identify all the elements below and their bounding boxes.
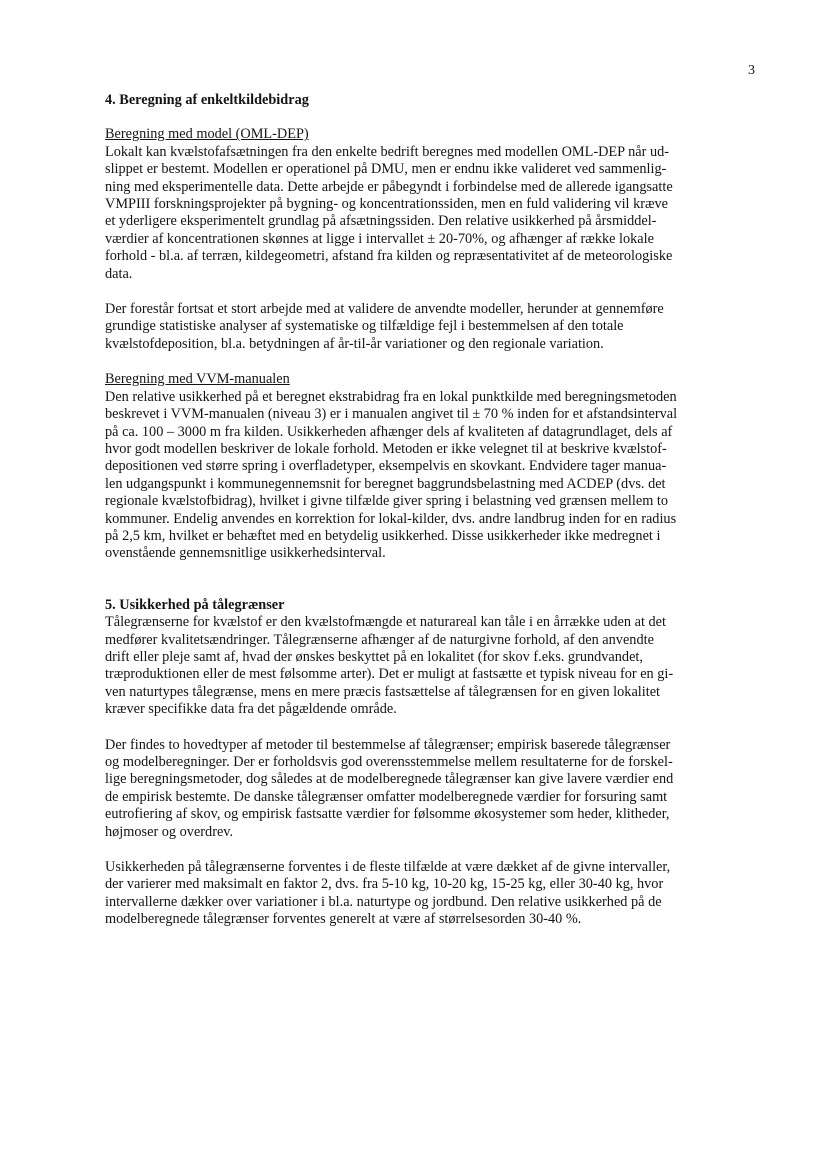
text-line: træproduktionen eller de mest følsomme arter). Det er muligt at fastsætte et typisk niveau for en gi-: [105, 666, 674, 683]
text-line: der varierer med maksimalt en faktor 2, dvs. fra 5-10 kg, 10-20 kg, 15-25 kg, eller 30-40 kg, hvor: [105, 876, 664, 893]
vvm-subheading: Beregning med VVM-manualen: [105, 371, 290, 388]
text-line: Usikkerheden på tålegrænserne forventes i de fleste tilfælde at være dækket af de givne intervaller,: [105, 859, 671, 876]
text-line: data.: [105, 265, 133, 282]
section-5-paragraph-1: [105, 614, 745, 718]
text-line: kvælstofdeposition, bl.a. betydningen af år-til-år variationer og den regionale variation.: [105, 335, 604, 352]
page-number: 3: [748, 63, 755, 78]
oml-dep-paragraph-2: [105, 301, 745, 353]
text-line: Der forestår fortsat et stort arbejde med at validere de anvendte modeller, herunder at gennemføre: [105, 301, 664, 318]
section-5-paragraph-2: [105, 737, 745, 841]
text-line: depositionen ved større spring i overfladetyper, eksempelvis en skovkant. Endvidere tager manua-: [105, 458, 667, 475]
oml-dep-paragraph-1: [105, 144, 745, 283]
text-line: lige beregningsmetoder, dog således at de modelberegnede tålegrænser kan give lavere værdier end: [105, 771, 674, 788]
text-line: grundige statistiske analyser af systematiske og tilfældige fejl i bestemmelsen af den totale: [105, 318, 624, 335]
text-line: på 2,5 km, hvilket er behæftet med en betydelig usikkerhed. Disse usikkerheder ikke medregnet i: [105, 527, 661, 544]
text-line: Den relative usikkerhed på et beregnet ekstrabidrag fra en lokal punktkilde med beregningsmetoden: [105, 388, 677, 405]
text-line: intervallerne dækker over variationer i bl.a. naturtype og jordbund. Den relative usikkerhed på de: [105, 893, 662, 910]
vvm-paragraph-1: [105, 389, 745, 563]
text-line: beskrevet i VVM-manualen (niveau 3) er i manualen angivet til ± 70 % inden for et afstandsinterval: [105, 406, 678, 423]
text-line: ning med eksperimentelle data. Dette arbejde er påbegyndt i forbindelse med de allerede igangsatte: [105, 178, 673, 195]
text-line: slippet er bestemt. Modellen er operationel på DMU, men er endnu ikke valideret ved sammenlig-: [105, 161, 667, 178]
text-line: ven naturtypes tålegrænse, mens en mere præcis fastsættelse af tålegrænsen for en given lokalitet: [105, 683, 661, 700]
text-line: Tålegrænserne for kvælstof er den kvælstofmængde et naturareal kan tåle i en årrække uden at det: [105, 614, 666, 631]
text-line: hvor godt modellen beskriver de lokale forhold. Metoden er ikke velegnet til at beskrive kvælstof-: [105, 440, 667, 457]
text-line: forhold - bl.a. af terræn, kildegeometri, afstand fra kilden og repræsentativitet af de meteorologiske: [105, 248, 673, 265]
text-line: len udgangspunkt i kommunegennemsnit for beregnet baggrundsbelastning med ACDEP (dvs. det: [105, 475, 666, 492]
text-line: regionale kvælstofbidrag), hvilket i givne tilfælde giver spring i belastning ved grænsen mellem to: [105, 493, 669, 510]
document-body: [105, 92, 745, 929]
text-line: værdier af koncentrationen skønnes at ligge i intervallet ± 20-70%, og afhænger af række lokale: [105, 230, 654, 247]
oml-dep-subheading: Beregning med model (OML-DEP): [105, 126, 309, 143]
text-line: modelberegnede tålegrænser forventes generelt at være af størrelsesorden 30-40 %.: [105, 911, 582, 928]
text-line: VMPIII forskningsprojekter på bygning- og koncentrationssiden, men en fuld validering vil kræve: [105, 196, 669, 213]
text-line: medfører kvalitetsændringer. Tålegrænserne afhænger af de naturgivne forhold, af den anvendte: [105, 631, 654, 648]
text-line: drift eller pleje samt af, hvad der ønskes beskyttet på en lokalitet (for skov f.eks. grundvandet,: [105, 648, 643, 665]
text-line: Der findes to hovedtyper af metoder til bestemmelse af tålegrænser; empirisk baserede tålegrænser: [105, 736, 671, 753]
text-line: Lokalt kan kvælstofafsætningen fra den enkelte bedrift beregnes med modellen OML-DEP når ud-: [105, 143, 670, 160]
text-line: ovenstående gennemsnitlige usikkerhedsinterval.: [105, 545, 386, 562]
section-4-heading: 4. Beregning af enkeltkildebidrag: [105, 92, 309, 108]
section-5-heading: 5. Usikkerhed på tålegrænser: [105, 596, 285, 613]
text-line: kommuner. Endelig anvendes en korrektion for lokal-kilder, dvs. andre landbrug inden for en radius: [105, 510, 677, 527]
text-line: eutrofiering af skov, og empirisk fastsatte værdier for følsomme økosystemer som heder, klitheder,: [105, 806, 670, 823]
text-line: på ca. 100 – 3000 m fra kilden. Usikkerheden afhænger dels af kvaliteten af datagrundlaget, dels af: [105, 423, 673, 440]
text-line: højmoser og overdrev.: [105, 823, 234, 840]
section-5-paragraph-3: [105, 859, 745, 929]
text-line: et yderligere eksperimentelt grundlag på afsætningssiden. Den relative usikkerhed på årsmiddel-: [105, 213, 657, 230]
text-line: de empirisk bestemte. De danske tålegrænser omfatter modelberegnede værdier for forsuring samt: [105, 788, 668, 805]
text-line: kræver specifikke data fra det pågældende område.: [105, 701, 397, 718]
text-line: og modelberegninger. Der er forholdsvis god overensstemmelse mellem resultaterne for de forskel-: [105, 754, 673, 770]
